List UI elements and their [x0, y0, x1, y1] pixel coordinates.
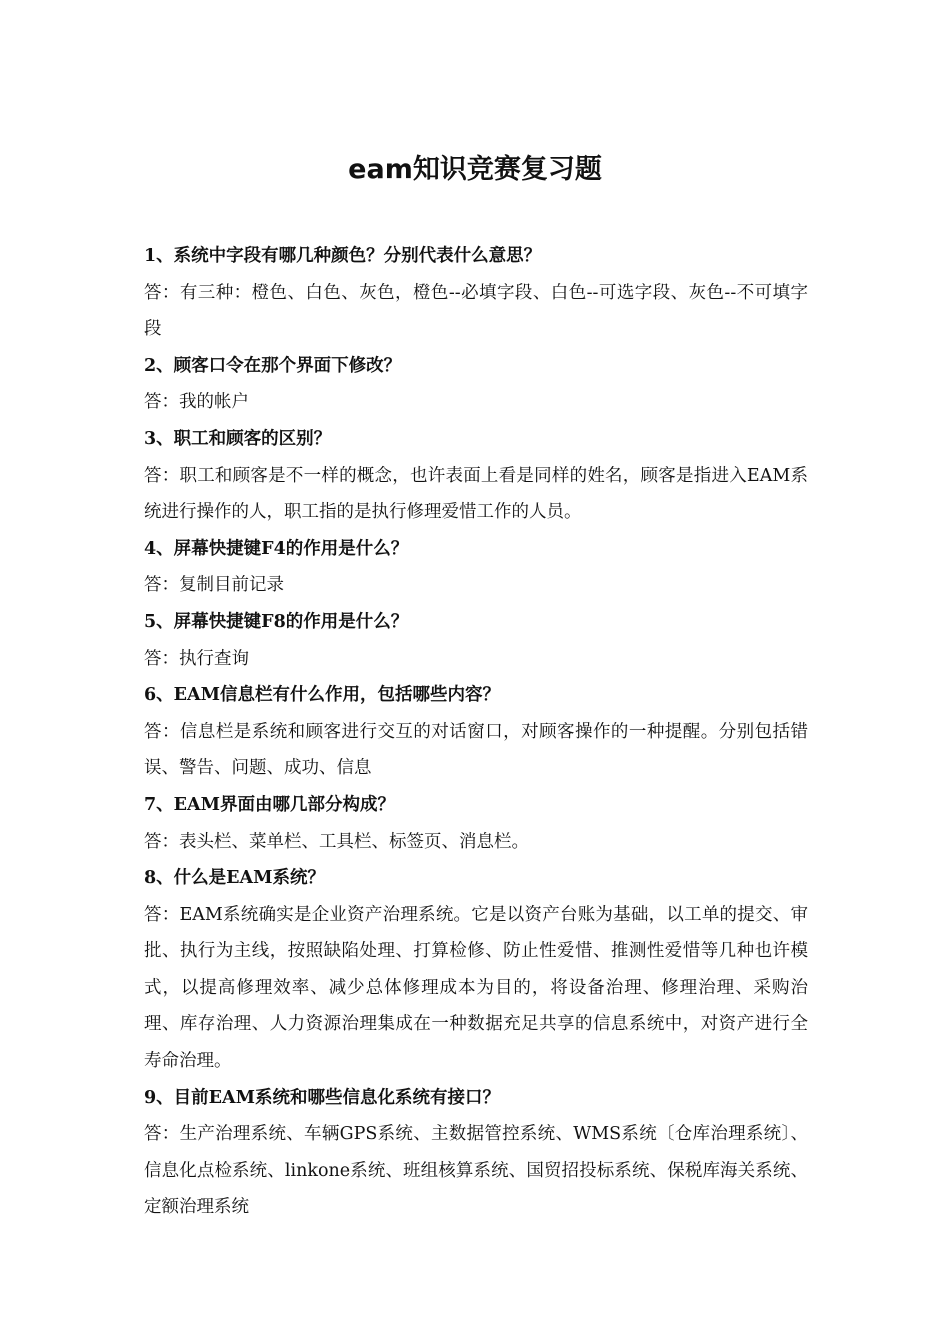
- answer-6: 答：信息栏是系统和顾客进行交互的对话窗口，对顾客操作的一种提醒。分别包括错误、警告、问题、成功、信息: [144, 721, 808, 779]
- answer-3: 答：职工和顾客是不一样的概念，也许表面上看是同样的姓名，顾客是指进入EAM系统进行操作的人，职工指的是执行修理爱惜工作的人员。: [144, 465, 808, 523]
- question-3: 3、职工和顾客的区别？: [144, 428, 332, 449]
- answer-8: 答：EAM系统确实是企业资产治理系统。它是以资产台账为基础，以工单的提交、审批、执行为主线，按照缺陷处理、打算检修、防止性爱惜、推测性爱惜等几种也许模式，以提高修理效率、减少总体修理成本为目的，将设备治理、修理治理、采购治理、库存治理、人力资源治理集成在一种数据充足共享的信息系统中，对资产进行全寿命治理。: [144, 904, 808, 1072]
- qa-item-8: [144, 860, 808, 1080]
- question-8: 8、什么是EAM系统？: [144, 868, 325, 889]
- qa-item-9: [144, 1080, 808, 1226]
- qa-item-4: [144, 531, 808, 604]
- question-5: 5、屏幕快捷键F8的作用是什么？: [144, 611, 409, 632]
- question-2: 2、顾客口令在那个界面下修改？: [144, 355, 402, 376]
- question-4: 4、屏幕快捷键F4的作用是什么？: [144, 538, 409, 559]
- answer-7: 答：表头栏、菜单栏、工具栏、标签页、消息栏。: [144, 831, 529, 852]
- answer-2: 答：我的帐户: [144, 392, 249, 413]
- question-6: 6、EAM信息栏有什么作用，包括哪些内容？: [144, 685, 500, 706]
- document-title: eam知识竞赛复习题: [348, 154, 602, 185]
- answer-9: 答：生产治理系统、车辆GPS系统、主数据管控系统、WMS系统〔仓库治理系统〕、信息化点检系统、linkone系统、班组核算系统、国贸招投标系统、保税库海关系统、定额治理系统: [144, 1124, 808, 1218]
- qa-item-1: [144, 238, 808, 348]
- qa-item-2: [144, 348, 808, 421]
- qa-item-7: [144, 787, 808, 860]
- answer-5: 答：执行查询: [144, 648, 249, 669]
- qa-item-6: [144, 677, 808, 787]
- qa-list: [144, 238, 808, 1226]
- question-7: 7、EAM界面由哪几部分构成？: [144, 794, 395, 815]
- qa-item-3: [144, 421, 808, 531]
- answer-1: 答：有三种：橙色、白色、灰色，橙色--必填字段、白色--可选字段、灰色--不可填字段: [144, 282, 808, 340]
- answer-4: 答：复制目前记录: [144, 575, 284, 596]
- qa-item-5: [144, 604, 808, 677]
- question-1: 1、系统中字段有哪几种颜色？分别代表什么意思？: [144, 246, 542, 266]
- question-9: 9、目前EAM系统和哪些信息化系统有接口？: [144, 1087, 500, 1108]
